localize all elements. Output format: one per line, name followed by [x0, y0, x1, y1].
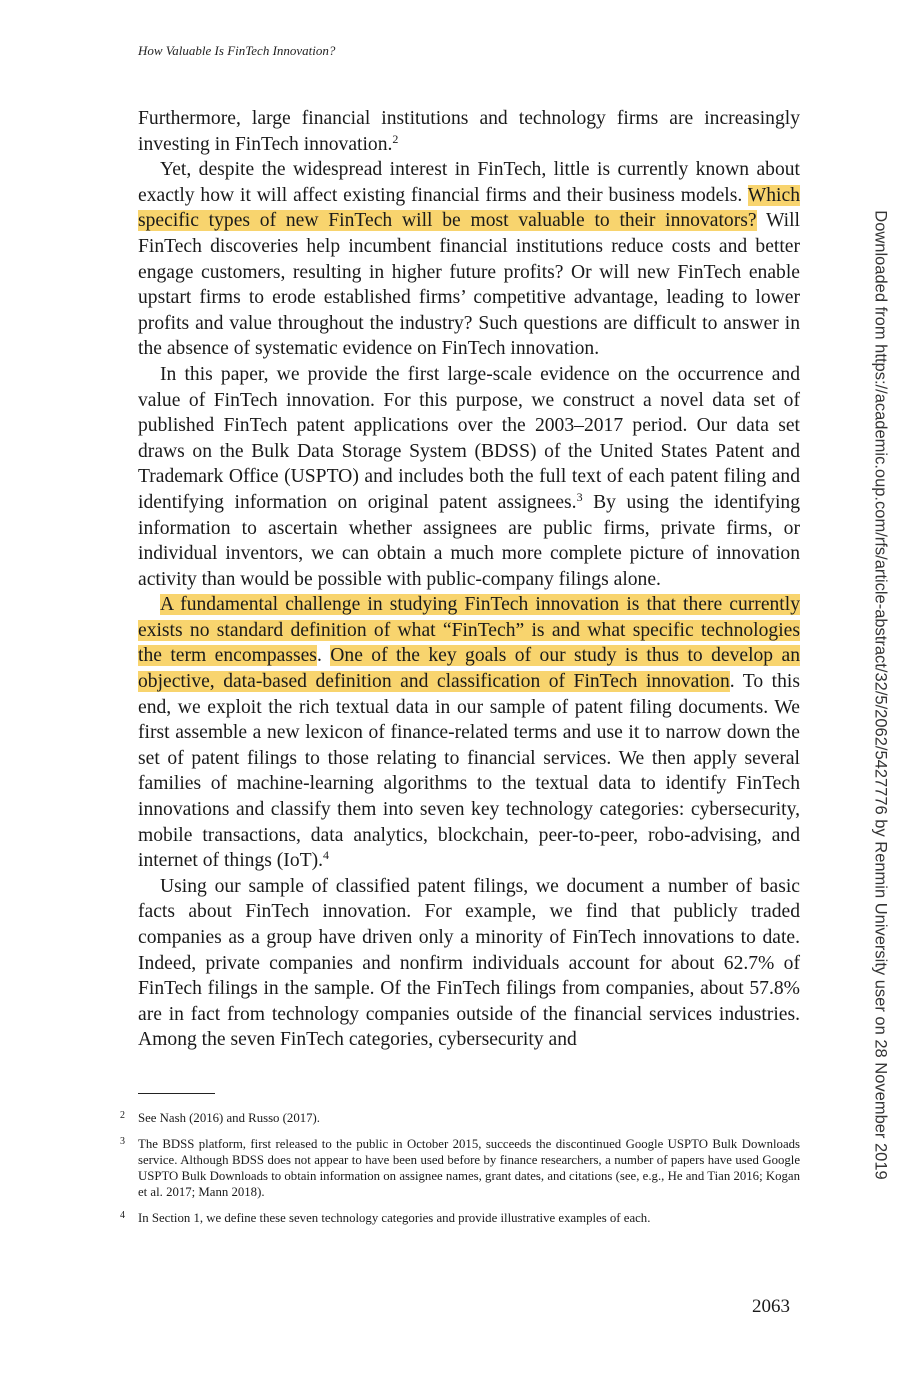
highlighted-text: A fundamental challenge in studying FinTech innovation is that there currently exists no standard definition of what “FinTech” is and what specific technologies the term encompasses [138, 594, 800, 667]
download-note-text: Downloaded from https://academic.oup.com/rfs/article-abstract/32/5/2062/5427776 by Renmin University user on 28 November 2019 [871, 210, 890, 1180]
paragraph [138, 592, 800, 874]
paragraph [138, 362, 800, 592]
paragraph [138, 106, 800, 157]
text-segment: Using our sample of classified patent filings, we document a number of basic facts about FinTech innovation. For example, we find that publicly traded companies as a group have driven only a minority of FinTech innovations to date. Indeed, private companies and nonfirm individuals account for about 62.7% of FinTech filings in the sample. Of the FinTech filings from companies, about 57.8% are in fact from technology companies outside of the financial services industries. Among the seven FinTech categories, cybersecurity and [138, 875, 800, 1051]
footnote-text: In Section 1, we define these seven technology categories and provide illustrative examples of each. [138, 1211, 651, 1225]
running-head: How Valuable Is FinTech Innovation? [138, 43, 336, 58]
footnote-number: 4 [120, 1210, 125, 1221]
footnote-rule [138, 1093, 215, 1094]
paragraph [138, 874, 800, 1053]
footnote [120, 1110, 800, 1126]
footnote [120, 1210, 800, 1226]
highlighted-text: One of the key goals of our study is thus to develop an objective, data-based definition and classification of FinTech innovation [138, 645, 800, 693]
text-segment: Yet, despite the widespread interest in FinTech, little is currently known about exactly how it will affect existing financial firms and their business models. [138, 159, 800, 206]
footnote-ref: 4 [323, 848, 330, 863]
text-segment: By using the identifying information to ascertain whether assignees are public firms, private firms, or individual inventors, we can obtain a much more complete picture of innovation activity than would be possible with public-company filings alone. [138, 491, 801, 590]
footnotes [120, 1110, 800, 1236]
footnote-text: The BDSS platform, first released to the public in October 2015, succeeds the discontinued Google USPTO Bulk Downloads service. Although BDSS does not appear to have been used before by finance researchers, a number of papers have used Google USPTO Bulk Downloads to obtain information on assignee names, grant dates, and citations (see, e.g., He and Tian 2016; Kogan et al. 2017; Mann 2018). [138, 1137, 800, 1199]
highlighted-text: Which specific types of new FinTech will be most valuable to their innovators? [138, 184, 800, 232]
footnote-number: 2 [120, 1110, 125, 1121]
text-segment: In this paper, we provide the first large-scale evidence on the occurrence and value of FinTech innovation. For this purpose, we construct a novel data set of published FinTech patent applications over the 2003–2017 period. Our data set draws on the Bulk Data Storage System (BDSS) of the United States Patent and Trademark Office (USPTO) and includes both the full text of each patent filing and identifying information on original patent assignees. [138, 363, 800, 513]
footnote-number: 3 [120, 1136, 125, 1147]
text-segment: Will FinTech discoveries help incumbent financial institutions reduce costs and better engage customers, resulting in higher future profits? Or will new FinTech enable upstart firms to erode established firms’ competitive advantage, leading to lower profits and value throughout the industry? Such questions are difficult to answer in the absence of systematic evidence on FinTech innovation. [138, 210, 800, 360]
footnote-text: See Nash (2016) and Russo (2017). [138, 1111, 320, 1125]
footnote-ref: 2 [392, 131, 399, 146]
footnote [120, 1136, 800, 1200]
footnote-ref: 3 [576, 489, 583, 504]
body-text [138, 106, 800, 1053]
paragraph [138, 157, 800, 362]
text-segment: Furthermore, large financial institutions and technology firms are increasingly investing in FinTech innovation. [138, 108, 800, 155]
page-number: 2063 [752, 1296, 790, 1317]
text-segment: . [316, 645, 331, 667]
text-segment: . To this end, we exploit the rich textual data in our sample of patent filing documents. We first assemble a new lexicon of finance-related terms and use it to narrow down the set of patent filings to those relating to financial services. We then apply several families of machine-learning algorithms to the textual data to identify FinTech innovations and classify them into seven key technology categories: cybersecurity, mobile transactions, data analytics, blockchain, peer-to-peer, robo-advising, and internet of things (IoT). [138, 671, 800, 872]
